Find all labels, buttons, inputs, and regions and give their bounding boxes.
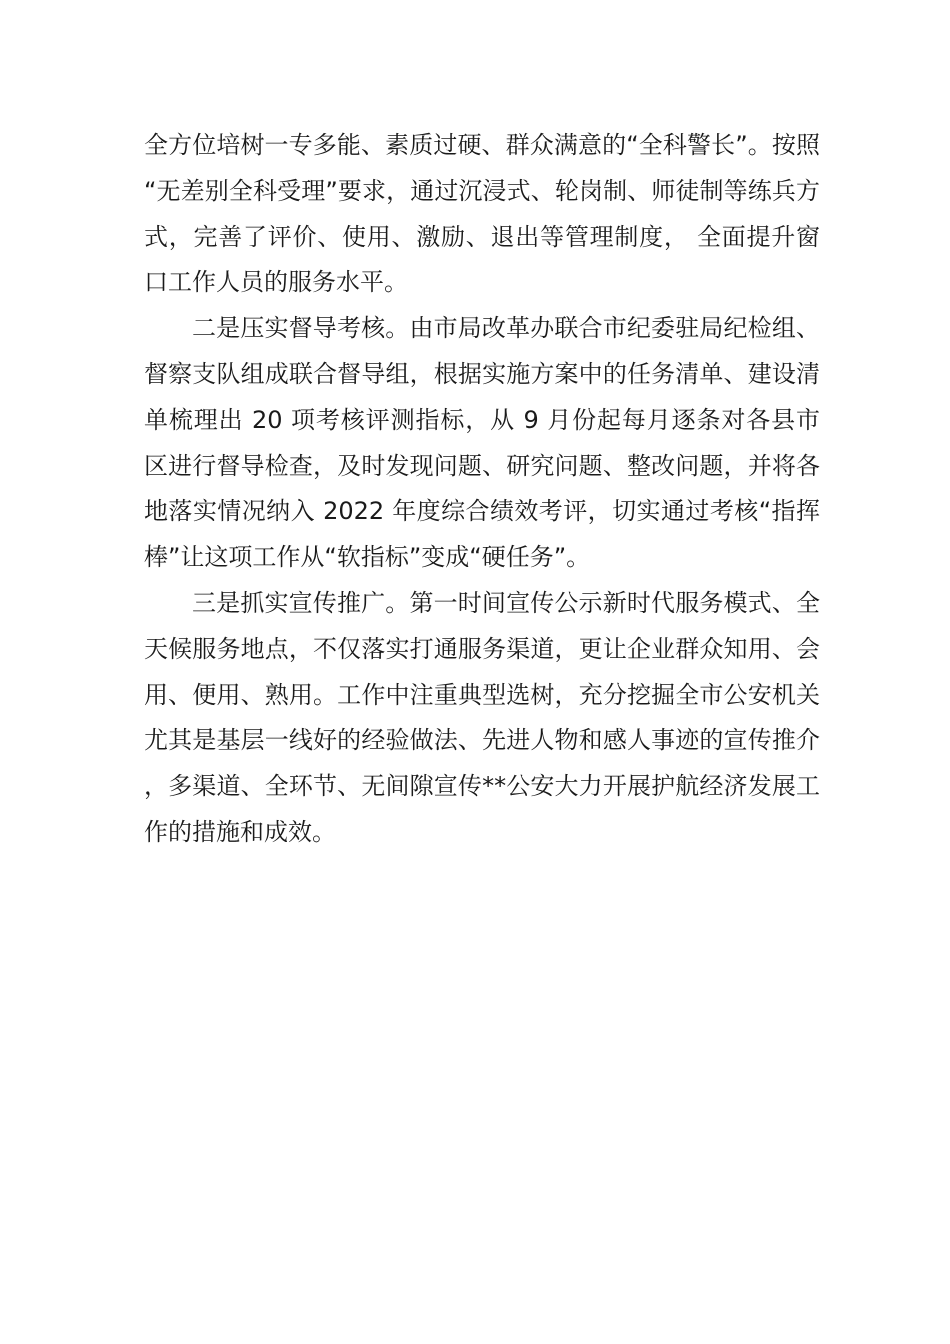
paragraph-1: 全方位培树一专多能、素质过硬、群众满意的“全科警长”。按照“无差别全科受理”要求，通过沉浸式、轮岗制、师徒制等练兵方式，完善了评价、使用、激励、退出等管理制度， 全面提升窗口工作人员的服务水平。 [144,131,820,297]
document-body [144,123,820,856]
paragraph-3: 三是抓实宣传推广。第一时间宣传公示新时代服务模式、全天候服务地点，不仅落实打通服务渠道，更让企业群众知用、会用、便用、熟用。工作中注重典型选树，充分挖掘全市公安机关尤其是基层一线好的经验做法、先进人物和感人事迹的宣传推介，多渠道、全环节、无间隙宣传**公安大力开展护航经济发展工作的措施和成效。 [144,588,820,846]
paragraph-2: 二是压实督导考核。由市局改革办联合市纪委驻局纪检组、督察支队组成联合督导组，根据实施方案中的任务清单、建设清单梳理出 20 项考核评测指标，从 9 月份起每月逐条对各县市区进行督导检查，及时发现问题、研究问题、整改问题，并将各地落实情况纳入 2022 年度综合绩效考评，切实通过考核“指挥棒”让这项工作从“软指标”变成“硬任务”。 [144,314,820,572]
